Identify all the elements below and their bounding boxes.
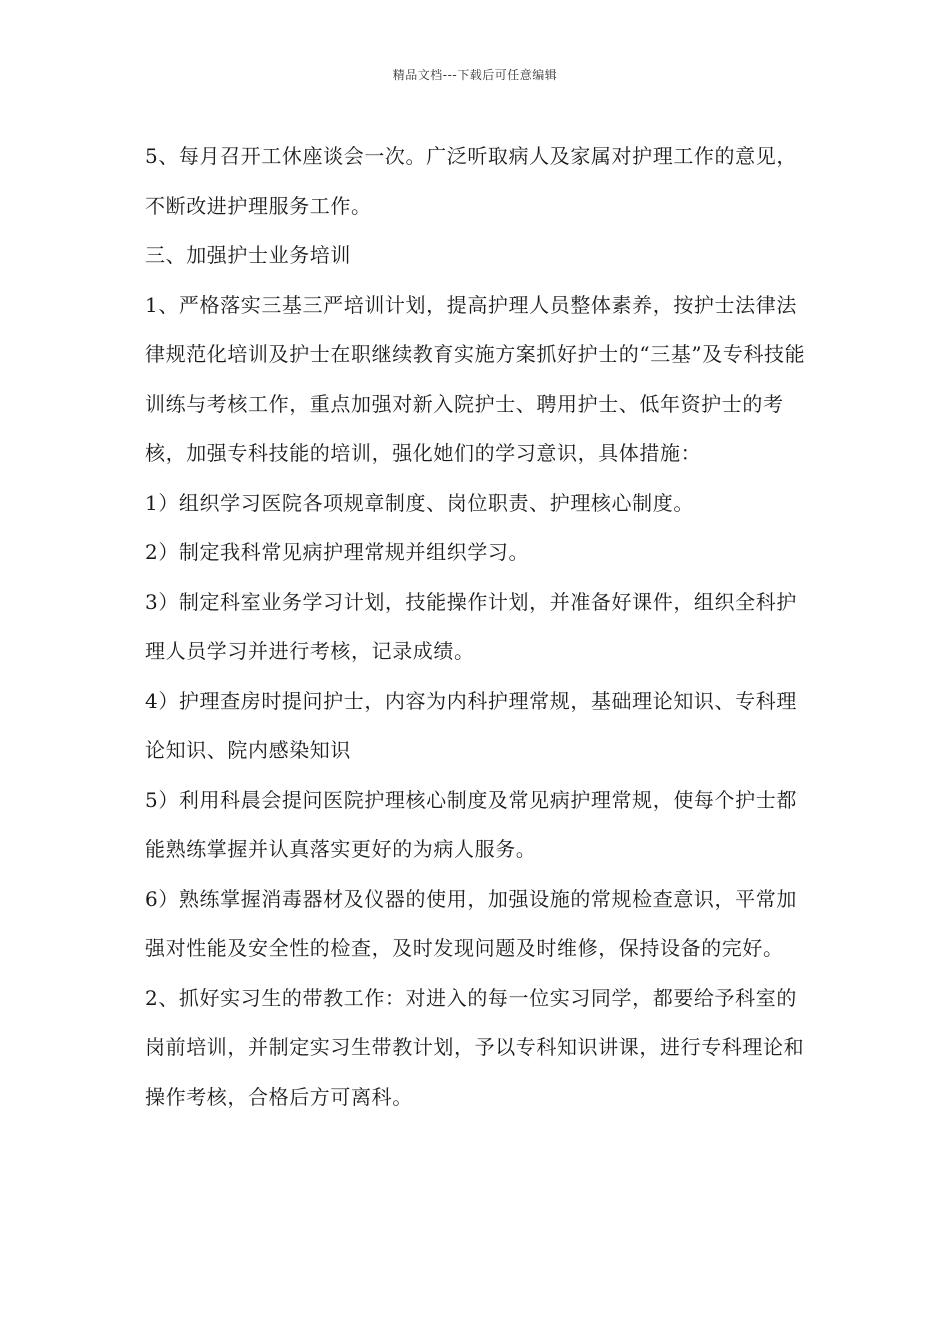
document-body (145, 132, 810, 1122)
list-item-1: 1）组织学习医院各项规章制度、岗位职责、护理核心制度。 (145, 490, 694, 515)
paragraph-item-5-feedback: 5、每月召开工休座谈会一次。广泛听取病人及家属对护理工作的意见，不断改进护理服务工作。 (145, 144, 797, 218)
page-header: 精品文档---下载后可任意编辑 (392, 68, 558, 82)
section-heading-training: 三、加强护士业务培训 (145, 243, 351, 267)
list-item-6: 6）熟练掌握消毒器材及仪器的使用，加强设施的常规检查意识，平常加强对性能及安全性的检查，及时发现问题及时维修，保持设备的完好。 (145, 886, 797, 960)
list-item-5: 5）利用科晨会提问医院护理核心制度及常见病护理常规，使每个护士都能熟练掌握并认真落实更好的为病人服务。 (145, 787, 797, 861)
list-item-2: 2）制定我科常见病护理常规并组织学习。 (145, 540, 530, 564)
list-item-4: 4）护理查房时提问护士，内容为内科护理常规，基础理论知识、专科理论知识、院内感染知识 (145, 688, 797, 762)
list-item-3: 3）制定科室业务学习计划，技能操作计划，并准备好课件，组织全科护理人员学习并进行考核，记录成绩。 (145, 589, 797, 663)
paragraph-training-plan: 1、严格落实三基三严培训计划，提高护理人员整体素养，按护士法律法律规范化培训及护士在职继续教育实施方案抓好护士的“三基”及专科技能训练与考核工作，重点加强对新入院护士、聘用护士、低年资护士的考核，加强专科技能的培训，强化她们的学习意识，具体措施： (145, 292, 806, 465)
paragraph-intern-teaching: 2、抓好实习生的带教工作：对进入的每一位实习同学，都要给予科室的岗前培训，并制定实习生带教计划，予以专科知识讲课，进行专科理论和操作考核，合格后方可离科。 (145, 985, 805, 1109)
